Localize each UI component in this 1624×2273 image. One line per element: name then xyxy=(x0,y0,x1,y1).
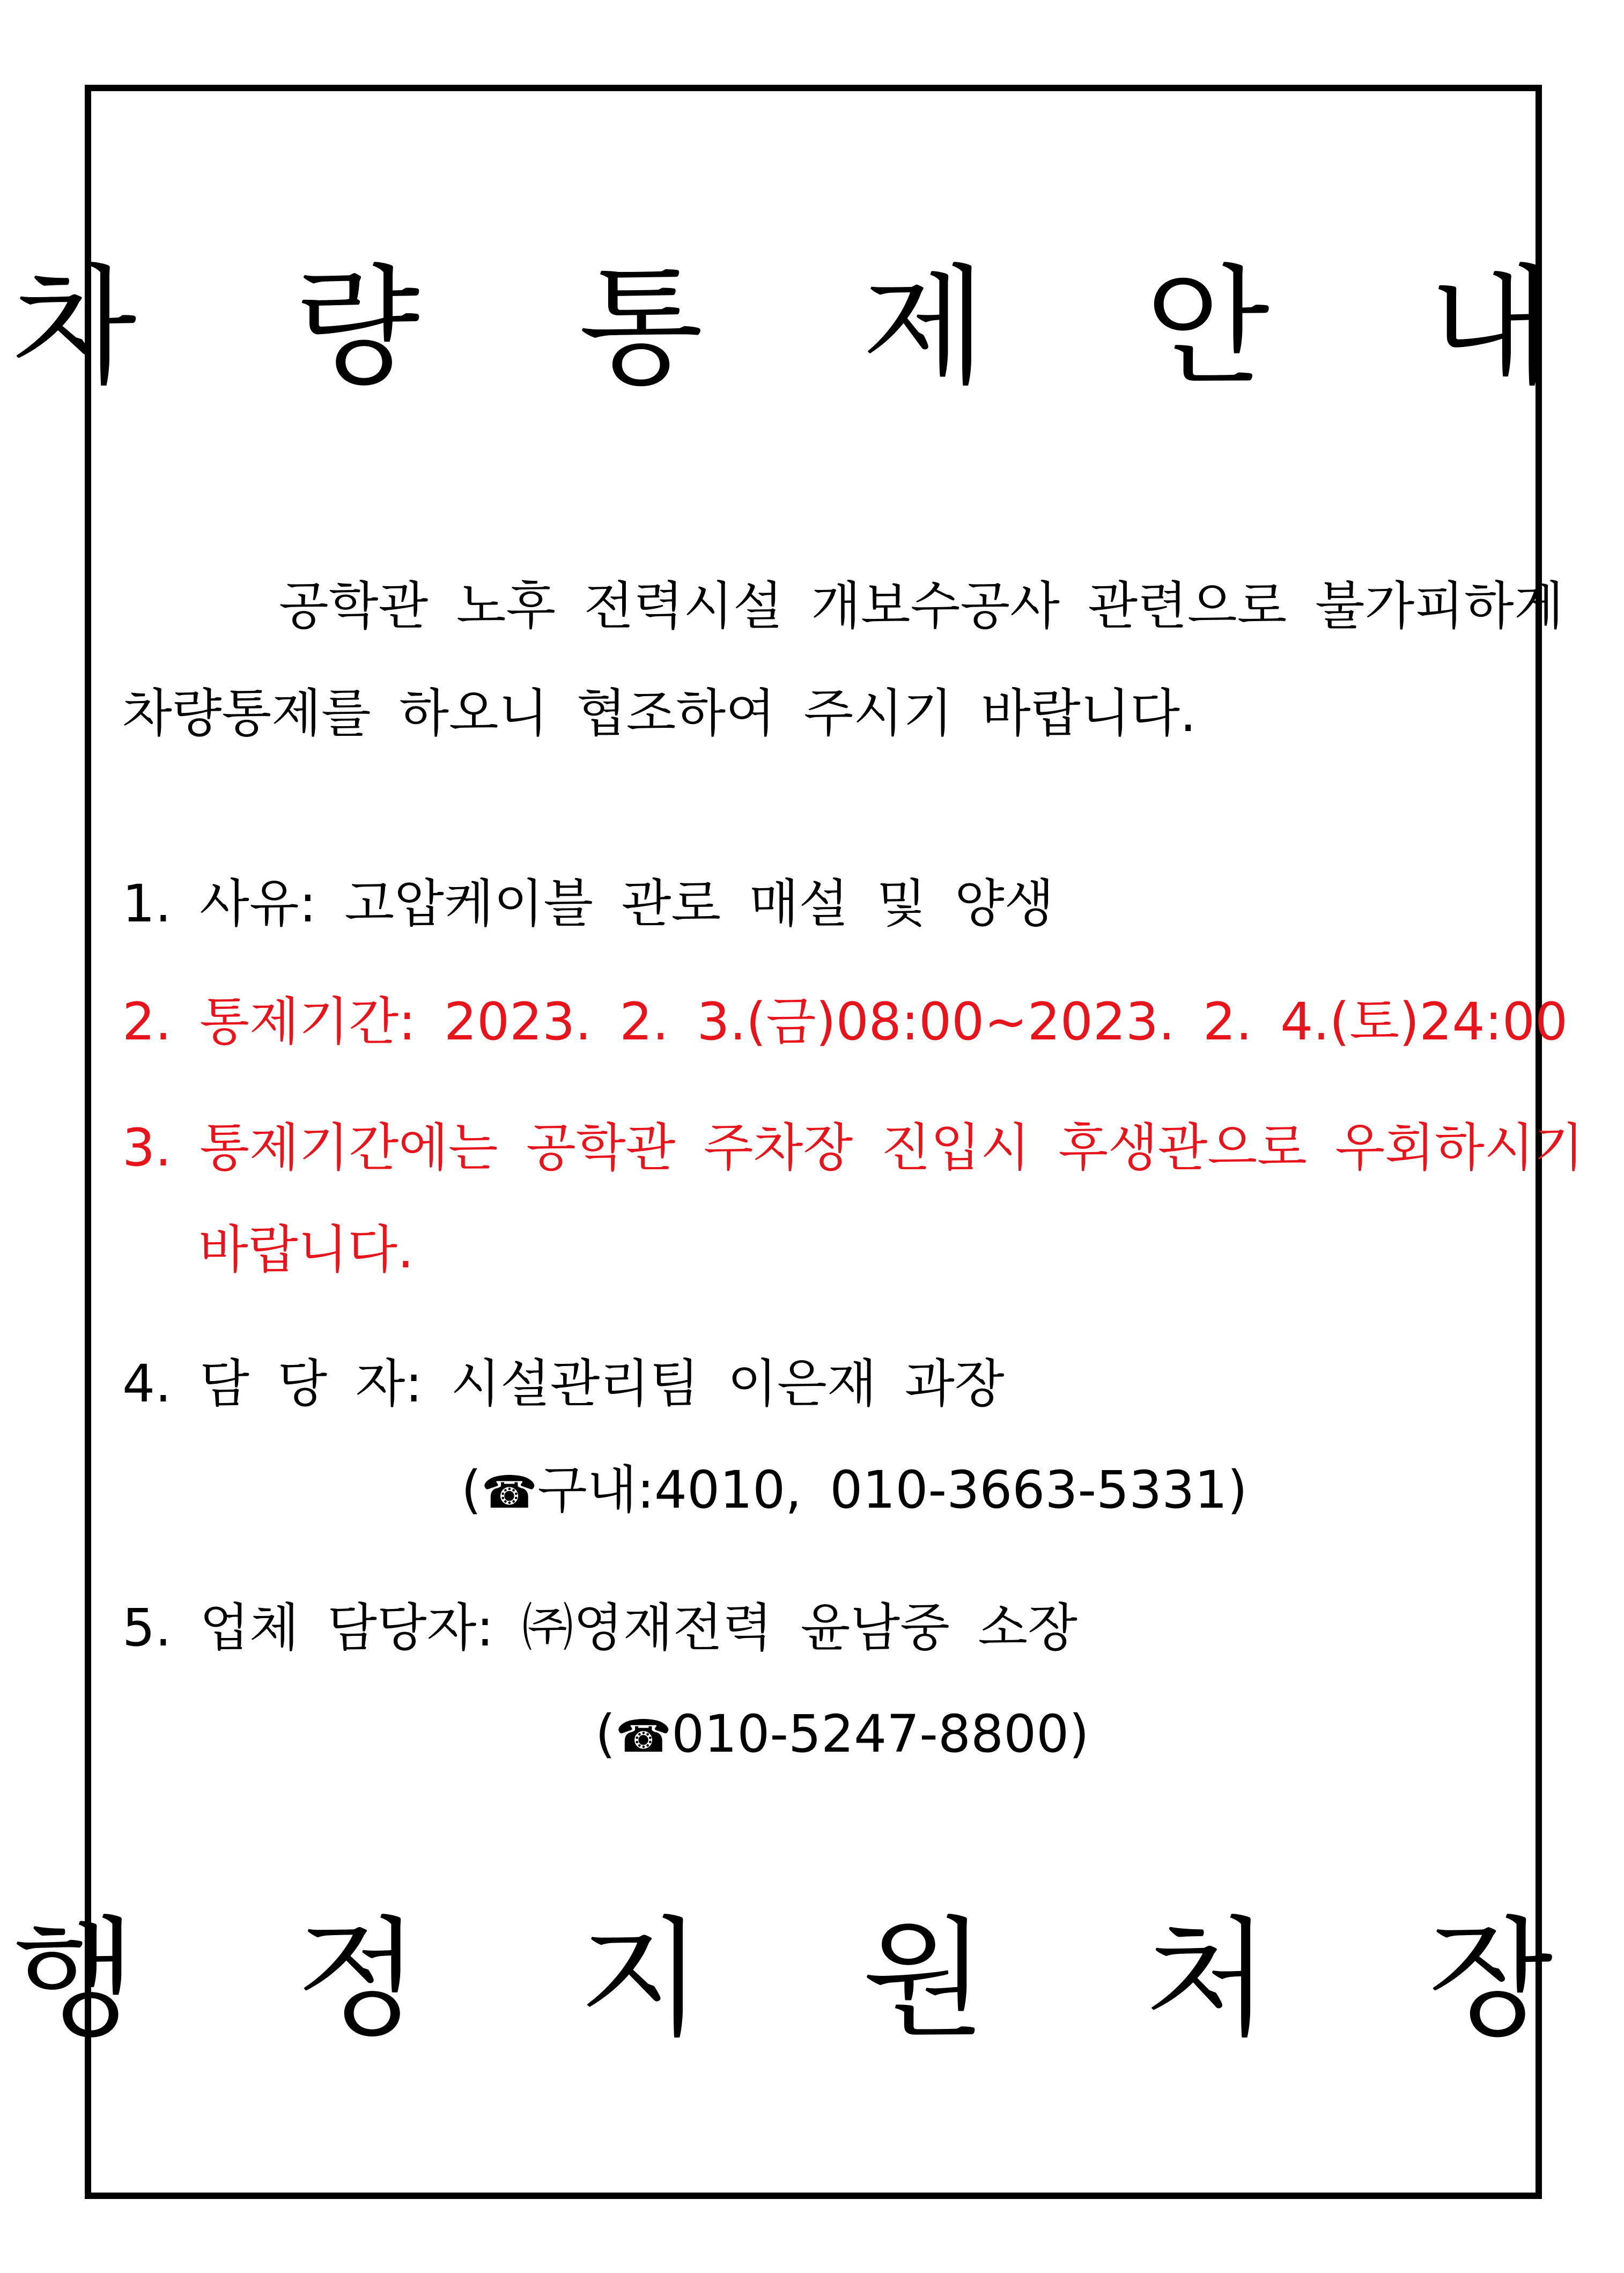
contact-1-open-paren: ( xyxy=(461,1460,482,1520)
item-person-in-charge: 4. 담 당 자: 시설관리팀 이은재 과장 xyxy=(122,1354,1005,1414)
item-detour-notice-continuation: 바랍니다. xyxy=(198,1220,414,1280)
contact-2-number: 010-5247-8800) xyxy=(671,1704,1089,1764)
contact-2-open-paren: ( xyxy=(595,1704,616,1764)
contact-1-number: 구내:4010, 010-3663-5331) xyxy=(537,1460,1247,1520)
contact-1 xyxy=(461,1458,1247,1524)
item-detour-notice: 3. 통제기간에는 공학관 주차장 진입시 후생관으로 우회하시기 xyxy=(122,1118,1584,1178)
notice-title: 차 량 통 제 안 내 xyxy=(12,252,1612,402)
intro-line-2: 차량통제를 하오니 협조하여 주시기 바랍니다. xyxy=(122,683,1197,743)
contact-2 xyxy=(595,1702,1089,1768)
intro-line-1: 공학관 노후 전력시설 개보수공사 관련으로 불가피하게 xyxy=(279,576,1564,636)
telephone-icon: ☎ xyxy=(481,1466,538,1518)
issuer-signature: 행 정 지 원 처 장 xyxy=(12,1904,1612,2054)
item-control-period: 2. 통제기간: 2023. 2. 3.(금)08:00~2023. 2. 4.(토)24:00 xyxy=(122,992,1568,1052)
item-contractor: 5. 업체 담당자: ㈜영재전력 윤남중 소장 xyxy=(122,1598,1077,1658)
item-reason: 1. 사유: 고압케이블 관로 매설 및 양생 xyxy=(122,874,1054,934)
telephone-icon: ☎ xyxy=(615,1710,672,1762)
